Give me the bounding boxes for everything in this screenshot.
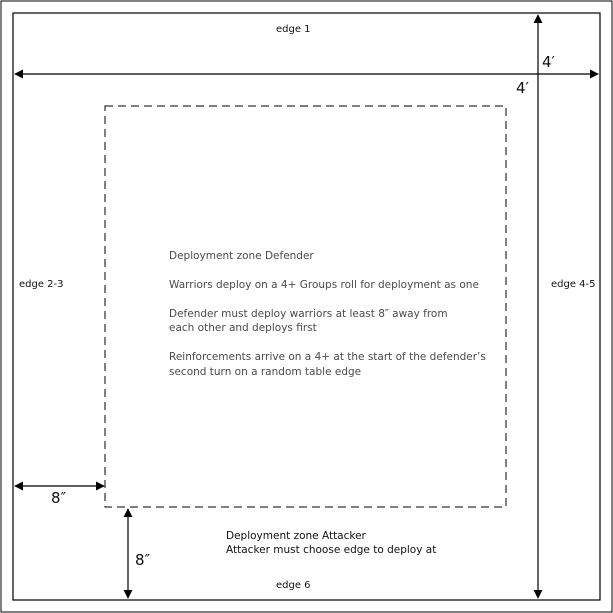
attacker-zone-title: Deployment zone Attacker (226, 530, 366, 542)
defender-rule-spacing-line1: Defender must deploy warriors at least 8″ away from (169, 308, 448, 320)
table-border (13, 13, 600, 600)
edge-right-label: edge 4-5 (551, 279, 596, 290)
bottom-offset-label: 8″ (135, 551, 151, 569)
defender-zone-title: Deployment zone Defender (169, 250, 314, 262)
edge-left-label: edge 2-3 (19, 279, 64, 290)
defender-rule-reinforcements-line1: Reinforcements arrive on a 4+ at the start of the defender’s (169, 351, 486, 363)
defender-rule-warriors: Warriors deploy on a 4+ Groups roll for deployment as one (169, 279, 479, 291)
defender-rule-spacing-line2: each other and deploys first (169, 322, 317, 334)
left-offset-label: 8″ (51, 489, 67, 507)
attacker-rule: Attacker must choose edge to deploy at (226, 544, 437, 556)
width-dimension-label: 4′ (542, 53, 555, 71)
edge-top-label: edge 1 (276, 24, 311, 35)
defender-zone (105, 106, 506, 507)
edge-bottom-label: edge 6 (276, 580, 311, 591)
defender-rule-reinforcements-line2: second turn on a random table edge (169, 366, 362, 378)
height-dimension-label: 4′ (516, 79, 529, 97)
